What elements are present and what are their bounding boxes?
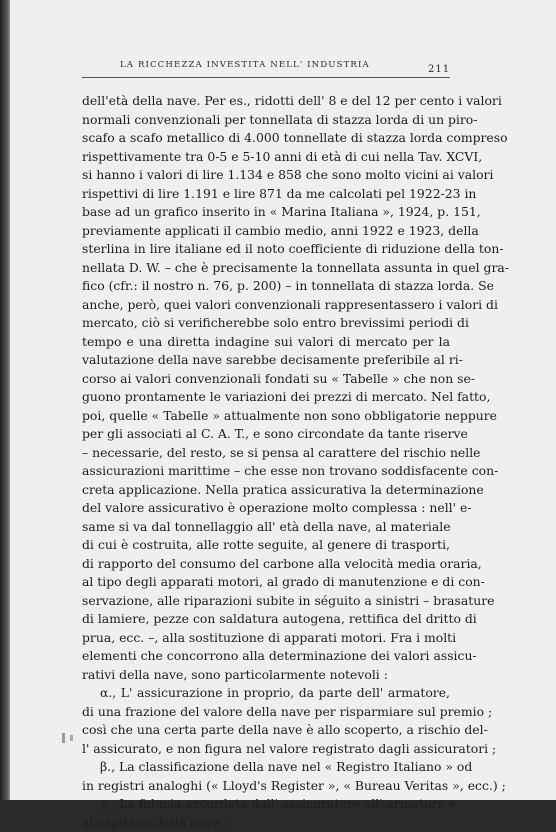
text-line: scafo a scafo metallico di 4.000 tonnellate di stazza lorda compreso	[82, 129, 450, 148]
text-line: valutazione della nave sarebbe decisamente preferibile al ri-	[82, 351, 450, 370]
text-line: in registri analoghi (« Lloyd's Register », « Bureau Veritas », ecc.) ;	[82, 777, 450, 796]
page-number: 211	[428, 64, 450, 75]
list-item-alpha: α., L' assicurazione in proprio, da parte dell' armatore,	[82, 684, 450, 703]
text-line: poi, quelle « Tabelle » attualmente non sono obbligatorie neppure	[82, 407, 450, 426]
page-header	[120, 60, 440, 74]
text-line: rispettivi di lire 1.191 e lire 871 da me calcolati pel 1922-23 in	[82, 185, 450, 204]
text-line: del valore assicurativo è operazione molto complessa : nell' e-	[82, 499, 450, 518]
list-item-beta: β., La classificazione della nave nel « Registro Italiano » od	[82, 758, 450, 777]
text-line: di rapporto del consumo del carbone alla velocità media oraria,	[82, 555, 450, 574]
text-line: prua, ecc. –, alla sostituzione di apparati motori. Fra i molti	[82, 629, 450, 648]
text-line: dell'età della nave. Per es., ridotti dell' 8 e del 12 per cento i valori	[82, 92, 450, 111]
text-line: l' assicurato, e non figura nel valore registrato dagli assicuratori ;	[82, 740, 450, 759]
text-line: elementi che concorrono alla determinazione dei valori assicu-	[82, 647, 450, 666]
text-line: – necessarie, del resto, se si pensa al carattere del rischio nelle	[82, 444, 450, 463]
text-line: mercato, ciò si verificherebbe solo entro brevissimi periodi di	[82, 314, 450, 333]
text-line: anche, però, quei valori convenzionali rappresentassero i valori di	[82, 296, 450, 315]
text-line: corso ai valori convenzionali fondati su « Tabelle » che non se-	[82, 370, 450, 389]
text-line: base ad un grafico inserito in « Marina Italiana », 1924, p. 151,	[82, 203, 450, 222]
text-line: si hanno i valori di lire 1.134 e 858 che sono molto vicini ai valori	[82, 166, 450, 185]
text-line: normali convenzionali per tonnellata di stazza lorda di un piro-	[82, 111, 450, 130]
body-text	[82, 92, 450, 832]
text-line: creta applicazione. Nella pratica assicurativa la determinazione	[82, 481, 450, 500]
scan-mark	[62, 733, 65, 743]
scan-mark	[70, 735, 73, 741]
text-line: al tipo degli apparati motori, al grado di manutenzione e di con-	[82, 573, 450, 592]
text-line: same si va dal tonnellaggio all' età della nave, al materiale	[82, 518, 450, 537]
text-line: di cui è costruita, alle rotte seguite, al genere di trasporti,	[82, 536, 450, 555]
text-line: al capitano della nave ;	[82, 814, 450, 832]
text-line: sterlina in lire italiane ed il noto coefficiente di riduzione della ton-	[82, 240, 450, 259]
text-line: di lamiere, pezze con saldatura autogena, rettifica del dritto di	[82, 610, 450, 629]
running-head: LA RICCHEZZA INVESTITA NELL' INDUSTRIA	[120, 60, 370, 70]
text-line: per gli associati al C. A. T., e sono circondate da tante riserve	[82, 425, 450, 444]
text-line: tempo e una diretta indagine sui valori di mercato per la	[82, 333, 450, 352]
text-line: guono prontamente le variazioni dei prezzi di mercato. Nel fatto,	[82, 388, 450, 407]
text-line: previamente applicati il cambio medio, anni 1922 e 1923, della	[82, 222, 450, 241]
text-line: di una frazione del valore della nave per risparmiare sul premio ;	[82, 703, 450, 722]
text-line: fico (cfr.: il nostro n. 76, p. 200) – in tonnellata di stazza lorda. Se	[82, 277, 450, 296]
text-line: servazione, alle riparazioni subite in séguito a sinistri – brasature	[82, 592, 450, 611]
text-line: assicurazioni marittime – che esse non trovano soddisfacente con-	[82, 462, 450, 481]
text-line: nellata D. W. – che è precisamente la tonnellata assunta in quel gra-	[82, 259, 450, 278]
text-line: così che una certa parte della nave è allo scoperto, a rischio del-	[82, 721, 450, 740]
header-rule	[82, 77, 450, 78]
text-line: rispettivamente tra 0-5 e 5-10 anni di età di cui nella Tav. XCVI,	[82, 148, 450, 167]
text-line: rativi della nave, sono particolarmente notevoli :	[82, 666, 450, 685]
list-item-gamma: γ., La fiducia accordata dall' assicuratore all' armatore e	[82, 795, 450, 814]
